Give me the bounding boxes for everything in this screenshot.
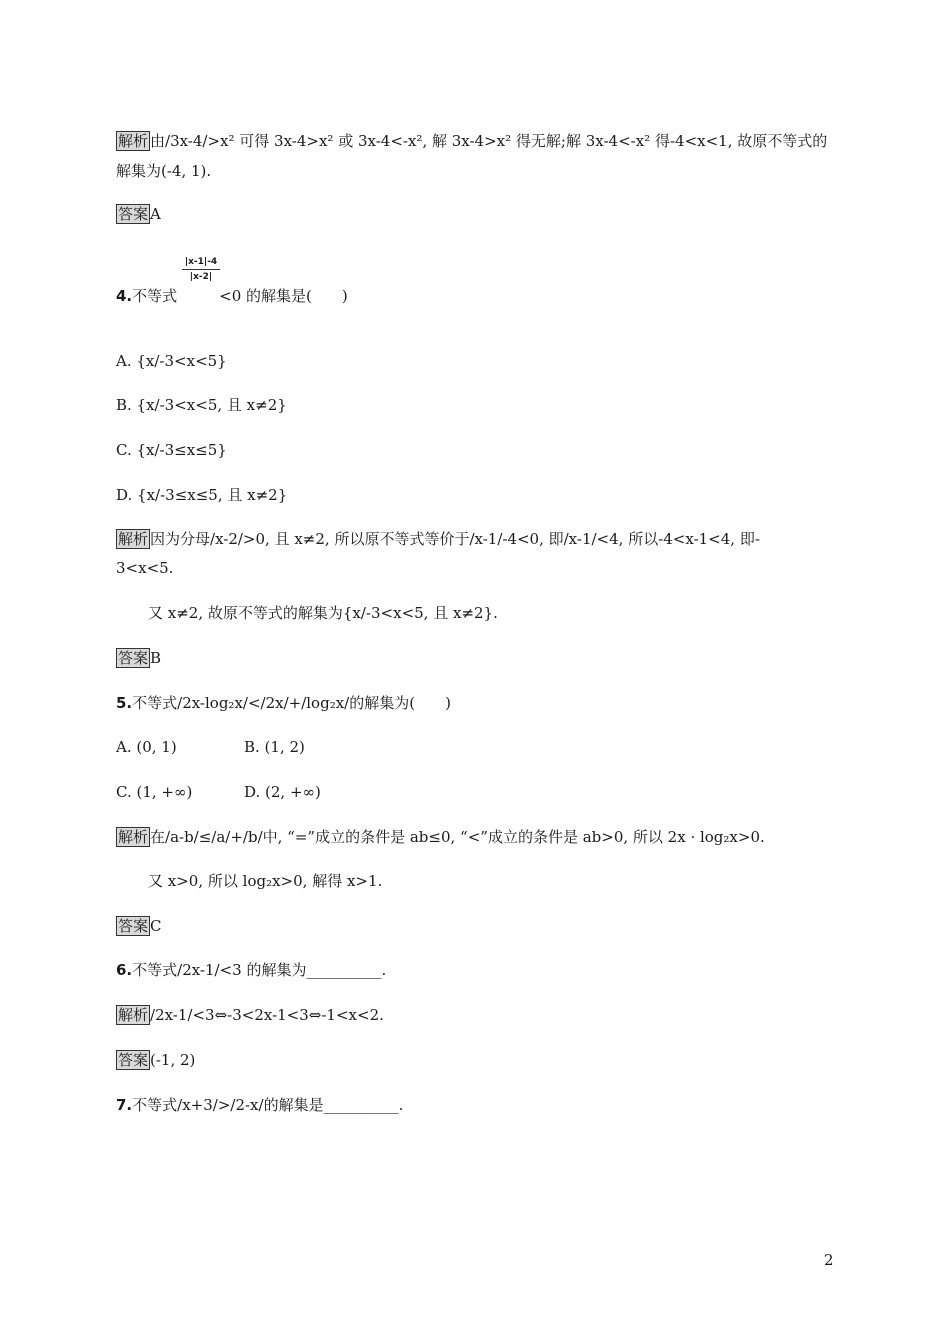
q4-stem-prefix: 不等式 <box>132 287 178 305</box>
q4-fraction-denominator: |x-2| <box>189 272 213 282</box>
q5-analysis <box>116 826 765 848</box>
q3-answer <box>116 203 161 225</box>
q3-analysis <box>116 130 827 152</box>
answer-tag: 答案 <box>118 649 149 667</box>
q5-answer <box>116 915 162 937</box>
q4-answer <box>116 647 161 669</box>
q4-option-b: B. {x/-3<x<5, 且 x≠2} <box>116 396 287 414</box>
q4-analysis-text: 因为分母/x-2/>0, 且 x≠2, 所以原不等式等价于/x-1/-4<0, 即/x-1/<4, 所以-4<x-1<4, 即- <box>150 530 760 548</box>
q4-stem <box>116 285 348 307</box>
q3-answer-value: A <box>150 205 161 223</box>
q5-option-b: B. (1, 2) <box>244 738 305 756</box>
q7-stem-text: 不等式/x+3/>/2-x/的解集是__________. <box>132 1096 404 1114</box>
q6-number: 6. <box>116 961 133 979</box>
answer-tag: 答案 <box>118 1051 149 1069</box>
q5-analysis-text: 在/a-b/≤/a/+/b/中, “=”成立的条件是 ab≤0, “<”成立的条件是 ab>0, 所以 2x · log₂x>0. <box>150 828 765 846</box>
q4-analysis-extra: 又 x≠2, 故原不等式的解集为{x/-3<x<5, 且 x≠2}. <box>148 604 498 622</box>
q6-analysis-text: /2x-1/<3⇔-3<2x-1<3⇔-1<x<2. <box>150 1006 384 1024</box>
q4-fraction-numerator: |x-1|-4 <box>182 257 220 270</box>
analysis-tag: 解析 <box>118 132 149 150</box>
q6-answer-value: (-1, 2) <box>150 1051 196 1069</box>
q6-analysis <box>116 1004 384 1026</box>
q5-analysis-extra: 又 x>0, 所以 log₂x>0, 解得 x>1. <box>148 872 383 890</box>
q5-option-c: C. (1, +∞) <box>116 783 193 801</box>
analysis-tag: 解析 <box>118 1006 149 1024</box>
q4-analysis <box>116 528 760 550</box>
q7-stem <box>116 1094 403 1116</box>
q4-option-d: D. {x/-3≤x≤5, 且 x≠2} <box>116 486 288 504</box>
q6-stem <box>116 959 386 981</box>
q4-option-a: A. {x/-3<x<5} <box>116 352 227 370</box>
q4-analysis-cont: 3<x<5. <box>116 559 174 577</box>
q4-stem-suffix: <0 的解集是( ) <box>219 287 348 305</box>
analysis-tag: 解析 <box>118 530 149 548</box>
q4-fraction <box>182 257 220 282</box>
q5-answer-value: C <box>150 917 162 935</box>
answer-tag: 答案 <box>118 205 149 223</box>
q5-stem <box>116 692 451 714</box>
q3-analysis-cont: 解集为(-4, 1). <box>116 162 212 180</box>
q3-analysis-text: 由/3x-4/>x² 可得 3x-4>x² 或 3x-4<-x², 解 3x-4>x² 得无解;解 3x-4<-x² 得-4<x<1, 故原不等式的 <box>150 132 828 150</box>
q5-option-d: D. (2, +∞) <box>244 783 321 801</box>
q4-answer-value: B <box>150 649 162 667</box>
q6-answer <box>116 1049 195 1071</box>
q5-stem-text: 不等式/2x-log₂x/</2x/+/log₂x/的解集为( ) <box>132 694 451 712</box>
q5-option-a: A. (0, 1) <box>116 738 177 756</box>
analysis-tag: 解析 <box>118 828 149 846</box>
q4-option-c: C. {x/-3≤x≤5} <box>116 441 227 459</box>
q5-number: 5. <box>116 694 133 712</box>
page-number: 2 <box>824 1251 834 1269</box>
q7-number: 7. <box>116 1096 133 1114</box>
q6-stem-text: 不等式/2x-1/<3 的解集为__________. <box>132 961 387 979</box>
q4-number: 4. <box>116 287 133 305</box>
answer-tag: 答案 <box>118 917 149 935</box>
